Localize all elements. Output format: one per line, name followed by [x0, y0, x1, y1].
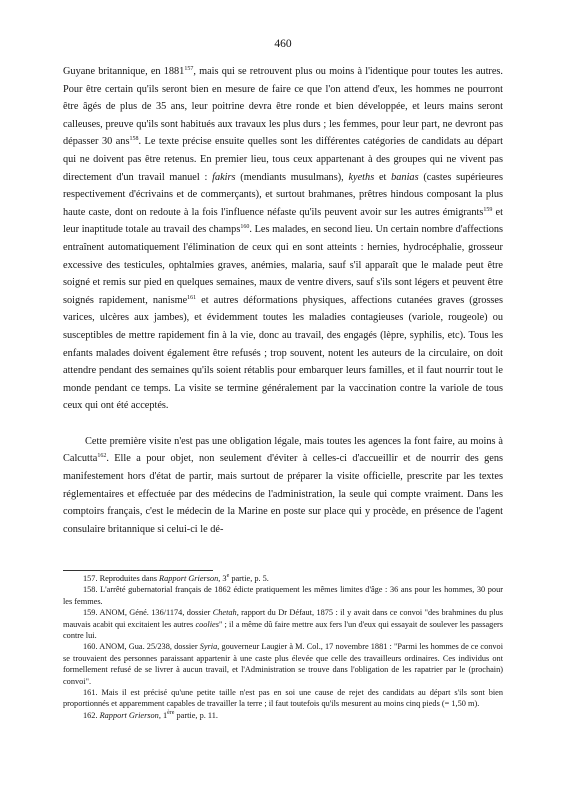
text-run: Guyane britannique, en 1881 [63, 66, 185, 77]
text-run: , 1 [158, 710, 168, 720]
text-run: , gouverneur Laugier à M. Col., 17 novembre 1881 : "Parmi les hommes de ce convoi se trouvaient des personnes paraissant appartenir à une caste plus élevée que celle des travailleurs ordinaires. Ces individus ont formellement refusé de se livrer à aucun travail, et l'Administration se trouve dans l'obligation de les rapatrier par le (prochain) convoi". [63, 642, 503, 686]
text-run: . Le texte précise ensuite quelles sont les différentes catégories de candidats au départ qui ne doivent pas être retenus. En premier lieu, tous ceux appartenant à des groupes qui ne vivent pas directement d'un travail manuel : [63, 136, 504, 183]
text-run: , mais qui se retrouvent plus ou moins à l'identique pour toutes les autres. Pour être certain qu'ils seront bien en mesure de faire ce que l'on attend d'eux, les hommes ne pourront être âgés de plus de 35 ans, leur poitrine devra être ronde et bien développée, et leurs mains seront calleuses, preuve qu'ils sont habitués aux travaux les plus durs ; les femmes, pour leur part, ne devront pas dépasser 30 ans [63, 66, 504, 148]
body-text [63, 63, 503, 538]
footnote-162 [63, 710, 503, 721]
text-run: . Les malades, en second lieu. Un certain nombre d'affections entraînent automatiquement l'élimination de ceux qui en sont atteints : hernies, hydrocéphalie, grosseur excessive des testicules, ophtalmies graves, anémies, malaria, sauf s'il apparaît que le malade peut être soigné et remis sur pied en quelques semaines, maux de ventre divers, sauf s'ils sont légers et peuvent être soignés rapidement, nanisme [63, 224, 503, 306]
note-reference: ère [167, 709, 175, 716]
note-reference: 157 [184, 66, 194, 72]
italic-term: fakirs [212, 171, 236, 183]
footnote-161 [63, 687, 503, 710]
footnote-158 [63, 584, 503, 607]
footnotes [63, 573, 503, 721]
text-run: Cette première visite n'est pas une obligation légale, mais toutes les agences la font faire, au moins à Calcutta [63, 435, 503, 465]
text-run: 160. ANOM, Gua. 25/238, dossier [83, 642, 200, 652]
note-reference: 161 [187, 294, 197, 301]
text-run: 159. ANOM, Géné. 136/1174, dossier [83, 608, 213, 618]
text-run: , 3 [218, 574, 227, 583]
text-run: et autres déformations physiques, affections cutanées graves (grosses varices, ulcères aux jambes), et évidemment toutes les maladies contagieuses (variole, rougeole) ou susceptibles de mettre rapidement fin à la vie, donc au travail, des engagés (lèpre, syphilis, etc). Tous les enfants malades doivent également être refusés ; trop souvent, notent les auteurs de la circulaire, on doit attendre pendant des semaines qu'ils soient rétablis pour embarquer leurs familles, et il faut nourrir tout le monde pendant ce temps. La visite se termine généralement par la vaccination contre la variole de tous ceux qui ont été acceptés. [63, 294, 503, 412]
text-run: 158. L'arrêté gubernatorial français de 1862 édicte pratiquement les mêmes limites d'âge : 36 ans pour les hommes, 30 pour les femmes. [63, 585, 503, 606]
text-run: , rapport du Dr Défaut, 1875 : il y avait dans ce convoi "des brahmines du plus mauvais acabit qui excitaient les autres [63, 608, 503, 629]
footnote-157 [63, 573, 503, 584]
footnote-159 [63, 607, 503, 641]
text-run: et leur inaptitude totale au travail des champs [63, 206, 503, 236]
text-run: . Elle a pour objet, non seulement d'éviter à celles-ci d'accueillir et de nourrir des gens manifestement hors d'état de partir, mais surtout de préparer la visite officielle, prescrite par les textes réglementaires et effectuée par des médecins de l'administration, la seule qui compte vraiment. Dans les comptoirs français, c'est le médecin de la Marine en poste sur place qui y procède, en présence de l'agent consulaire britannique si celui-ci le dé- [63, 453, 503, 535]
note-reference: 158 [129, 136, 139, 143]
body-paragraph [63, 433, 503, 539]
text-run: (mendiants musulmans), [235, 171, 349, 183]
text-run: (castes supérieures respectivement d'écrivains et de commerçants), et surtout brahmanes, prêtres hindous composant la plus haute caste, dont on redoute à la fois l'influence néfaste qu'ils peuvent avoir sur les autres émigrants [63, 171, 503, 218]
note-reference: 159 [483, 206, 493, 213]
italic-term: Syria [199, 642, 218, 652]
page-number: 460 [274, 38, 292, 50]
italic-term: Chetah [212, 608, 237, 618]
footnote-160 [63, 641, 503, 687]
note-reference: 160 [240, 224, 250, 231]
note-reference: 162 [97, 453, 107, 460]
text-run: partie, p. 11. [174, 710, 218, 720]
text-run: " ; il a même dû faire mettre aux fers l'un d'eux qui essayait de soulever les passagers contre lui. [63, 619, 504, 641]
italic-term: banias [391, 171, 419, 183]
body-paragraph [63, 63, 503, 415]
italic-term: Rapport Grierson [99, 710, 159, 720]
italic-term: Rapport Grierson [159, 574, 219, 583]
text-run: partie, p. 5. [229, 574, 269, 583]
italic-term: coolies [195, 619, 219, 629]
text-run: et [374, 171, 392, 183]
text-run: 157. Reproduites dans [83, 574, 160, 583]
text-run: 162. [83, 710, 100, 720]
footnote-separator [63, 570, 213, 571]
note-reference: e [226, 573, 230, 579]
italic-term: kyeths [348, 171, 375, 183]
text-run: 161. Mais il est précisé qu'une petite taille n'est pas en soi une cause de rejet des candidats au départ s'ils sont bien proportionnés et apparemment capables de travailler la terre ; il faut toutefois qu'ils mesurent au moins cinq pieds (= 1,50 m). [63, 688, 503, 709]
